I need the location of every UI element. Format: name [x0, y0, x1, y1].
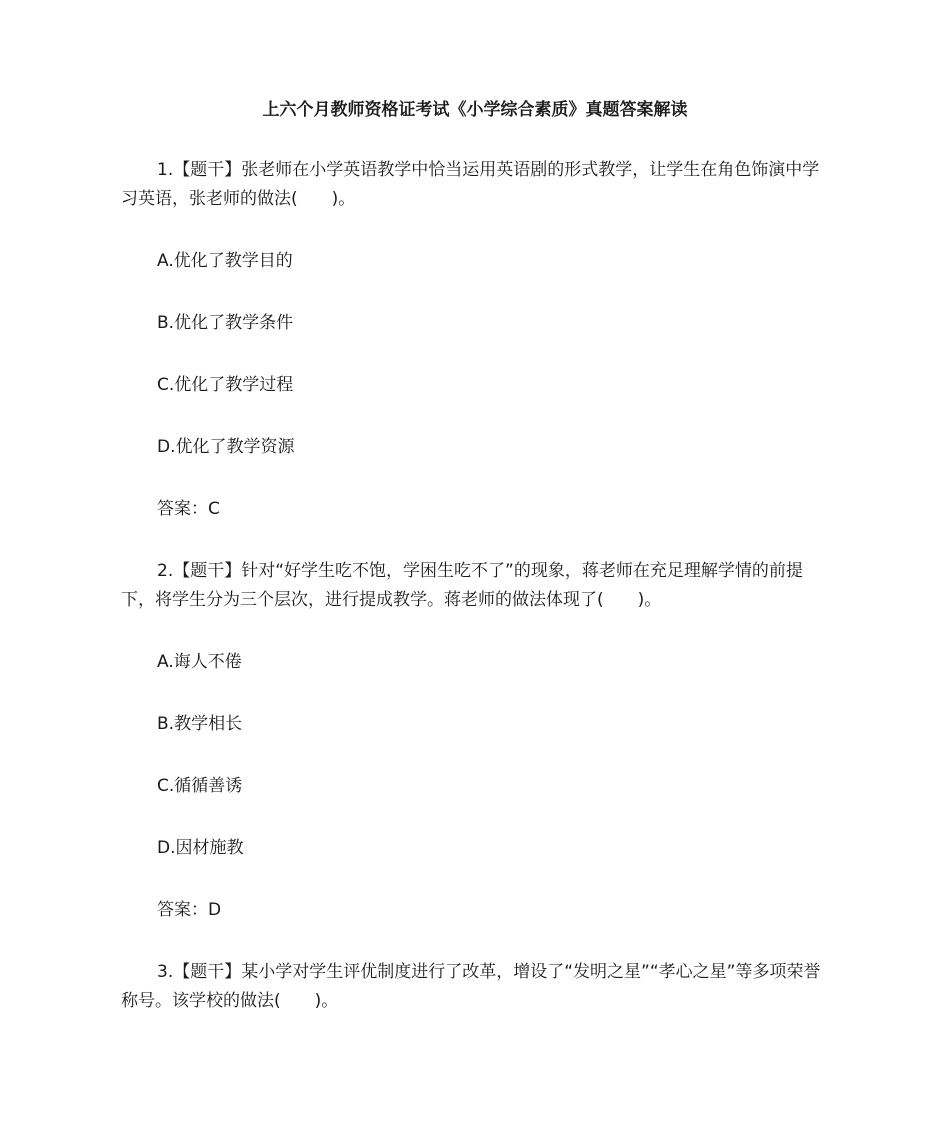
question-1-option-a: A.优化了教学目的: [157, 251, 293, 271]
question-1-option-c: C.优化了教学过程: [157, 375, 294, 395]
document-title: 上六个月教师资格证考试《小学综合素质》真题答案解读: [262, 100, 688, 120]
question-2-option-b: B.教学相长: [157, 714, 243, 734]
question-2-option-a: A.诲人不倦: [157, 652, 242, 672]
question-1-stem: 1.【题干】张老师在小学英语教学中恰当运用英语剧的形式教学，让学生在角色饰演中学习英语，张老师的做法( )。: [121, 160, 820, 209]
question-2-option-d: D.因材施教: [157, 838, 244, 858]
question-1-option-b: B.优化了教学条件: [157, 313, 294, 333]
question-2-stem: 2.【题干】针对“好学生吃不饱，学困生吃不了”的现象，蒋老师在充足理解学情的前提下，将学生分为三个层次，进行提成教学。蒋老师的做法体现了( )。: [121, 561, 803, 610]
question-1-answer: 答案：C: [157, 499, 220, 519]
question-2-answer: 答案：D: [157, 900, 222, 920]
question-3-stem: 3.【题干】某小学对学生评优制度进行了改革，增设了“发明之星”“孝心之星”等多项荣誉称号。该学校的做法( )。: [121, 962, 821, 1011]
question-1-option-d: D.优化了教学资源: [157, 437, 295, 457]
question-2-option-c: C.循循善诱: [157, 776, 243, 796]
